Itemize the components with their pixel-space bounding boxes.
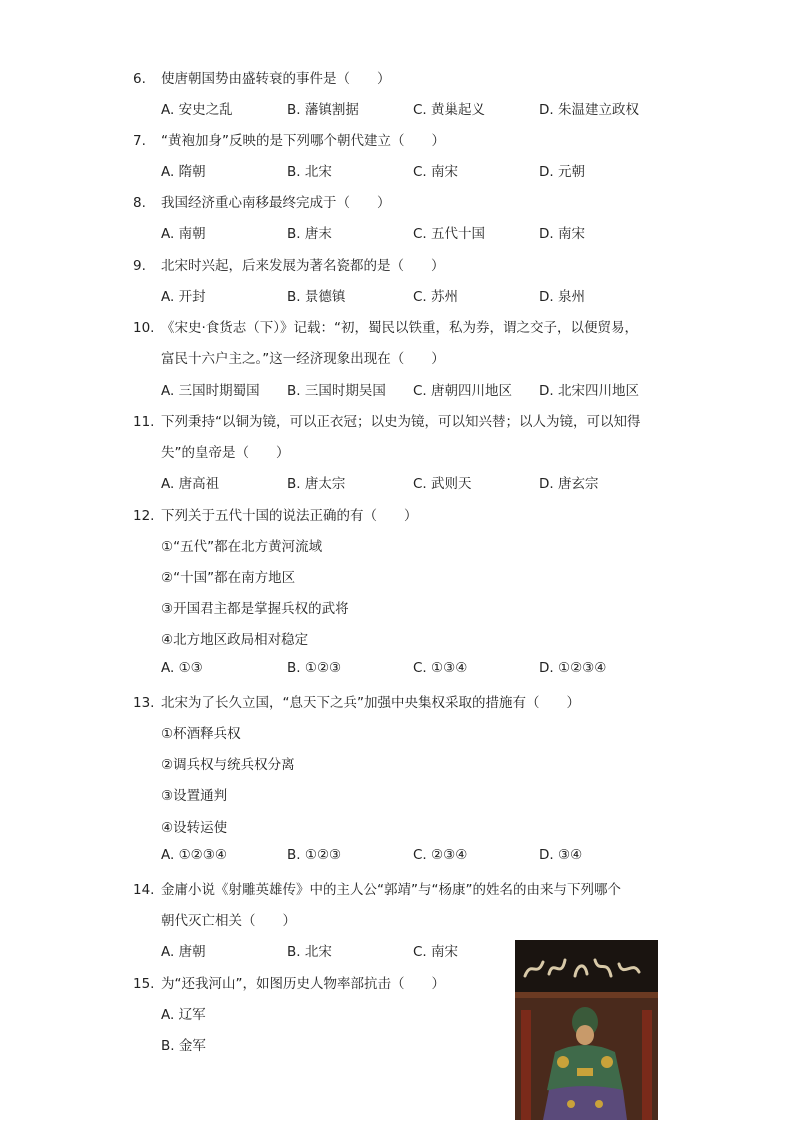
option-d: D. 泉州 bbox=[539, 289, 585, 305]
skirt-ornament-2 bbox=[595, 1100, 603, 1108]
question-number: 6. bbox=[133, 71, 146, 87]
statement-2: ②调兵权与统兵权分离 bbox=[161, 757, 295, 773]
belt-buckle bbox=[577, 1068, 593, 1076]
question-number: 13. bbox=[133, 695, 155, 711]
option-b: B. 藩镇割据 bbox=[287, 102, 359, 118]
statement-3: ③开国君主都是掌握兵权的武将 bbox=[161, 601, 349, 617]
option-b: B. 北宋 bbox=[287, 944, 332, 960]
option-d: D. 南宋 bbox=[539, 226, 585, 242]
option-c: C. 苏州 bbox=[413, 289, 459, 305]
option-c: C. 南宋 bbox=[413, 944, 459, 960]
option-b: B. 唐太宗 bbox=[287, 476, 346, 492]
option-d: D. ①②③④ bbox=[539, 660, 607, 676]
question-stem-continued: 失”的皇帝是（ ） bbox=[161, 445, 290, 461]
option-d: D. 朱温建立政权 bbox=[539, 102, 639, 118]
question-6 bbox=[133, 67, 391, 87]
question-15 bbox=[133, 972, 445, 992]
option-c: C. 黄巢起义 bbox=[413, 102, 486, 118]
option-a: A. ①②③④ bbox=[161, 847, 227, 863]
statement-4: ④设转运使 bbox=[161, 820, 228, 836]
pillar-right bbox=[642, 1010, 652, 1120]
option-a: A. 三国时期蜀国 bbox=[161, 383, 260, 399]
option-b: B. 三国时期吴国 bbox=[287, 383, 386, 399]
question-stem-continued: 朝代灭亡相关（ ） bbox=[161, 913, 296, 929]
option-c: C. 五代十国 bbox=[413, 226, 486, 242]
option-c: C. ①③④ bbox=[413, 660, 468, 676]
option-a: A. 唐高祖 bbox=[161, 476, 220, 492]
statement-1: ①“五代”都在北方黄河流域 bbox=[161, 539, 323, 555]
question-number: 7. bbox=[133, 133, 146, 149]
option-a: A. 隋朝 bbox=[161, 164, 206, 180]
option-b: B. ①②③ bbox=[287, 660, 342, 676]
statue-face bbox=[576, 1025, 594, 1045]
option-a: A. 开封 bbox=[161, 289, 206, 305]
option-d: D. 元朝 bbox=[539, 164, 585, 180]
statement-3: ③设置通判 bbox=[161, 788, 228, 804]
skirt-ornament-1 bbox=[567, 1100, 575, 1108]
question-stem: 《宋史·食货志（下）》记载：“初，蜀民以铁重，私为券，谓之交子，以便贸易， bbox=[161, 320, 639, 336]
option-c: C. 唐朝四川地区 bbox=[413, 383, 513, 399]
armor-skirt bbox=[543, 1086, 627, 1120]
question-8 bbox=[133, 191, 391, 211]
option-b: B. 景德镇 bbox=[287, 289, 346, 305]
question-14 bbox=[133, 878, 621, 898]
option-b: B. ①②③ bbox=[287, 847, 342, 863]
question-stem: 金庸小说《射雕英雄传》中的主人公“郭靖”与“杨康”的姓名的由来与下列哪个 bbox=[161, 882, 621, 898]
option-a: A. ①③ bbox=[161, 660, 203, 676]
historical-figure-photo bbox=[515, 940, 658, 1120]
option-b: B. 金军 bbox=[161, 1038, 206, 1054]
option-c: C. ②③④ bbox=[413, 847, 468, 863]
option-b: B. 北宋 bbox=[287, 164, 332, 180]
statement-1: ①杯酒释兵权 bbox=[161, 726, 241, 742]
option-a: A. 安史之乱 bbox=[161, 102, 233, 118]
question-number: 12. bbox=[133, 508, 155, 524]
option-d: D. 北宋四川地区 bbox=[539, 383, 639, 399]
question-stem: 北宋时兴起，后来发展为著名瓷都的是（ ） bbox=[161, 258, 445, 274]
question-stem-continued: 富民十六户主之。”这一经济现象出现在（ ） bbox=[161, 351, 445, 367]
option-a: A. 南朝 bbox=[161, 226, 206, 242]
question-10 bbox=[133, 316, 638, 336]
question-stem: 北宋为了长久立国，“息天下之兵”加强中央集权采取的措施有（ ） bbox=[161, 695, 580, 711]
question-stem: “黄袍加身”反映的是下列哪个朝代建立（ ） bbox=[161, 133, 445, 149]
armor-ornament-right bbox=[601, 1056, 613, 1068]
question-number: 14. bbox=[133, 882, 155, 898]
statement-2: ②“十国”都在南方地区 bbox=[161, 570, 296, 586]
question-number: 15. bbox=[133, 976, 155, 992]
option-a: A. 辽军 bbox=[161, 1007, 206, 1023]
question-7 bbox=[133, 129, 445, 149]
question-stem: 使唐朝国势由盛转衰的事件是（ ） bbox=[161, 71, 391, 87]
option-d: D. 唐玄宗 bbox=[539, 476, 599, 492]
pillar-left bbox=[521, 1010, 531, 1120]
question-number: 11. bbox=[133, 414, 155, 430]
question-number: 8. bbox=[133, 195, 146, 211]
question-13 bbox=[133, 691, 580, 711]
calligraphy-plaque bbox=[515, 940, 658, 992]
question-stem: 下列秉持“以铜为镜，可以正衣冠；以史为镜，可以知兴替；以人为镜，可以知得 bbox=[161, 414, 641, 430]
option-d: D. ③④ bbox=[539, 847, 583, 863]
armor-ornament-left bbox=[557, 1056, 569, 1068]
question-number: 9. bbox=[133, 258, 146, 274]
question-11 bbox=[133, 410, 641, 430]
question-9 bbox=[133, 254, 445, 274]
question-stem: 下列关于五代十国的说法正确的有（ ） bbox=[161, 508, 418, 524]
option-a: A. 唐朝 bbox=[161, 944, 206, 960]
question-stem: 我国经济重心南移最终完成于（ ） bbox=[161, 195, 391, 211]
plaque-border bbox=[515, 992, 658, 998]
question-stem: 为“还我河山”，如图历史人物率部抗击（ ） bbox=[161, 976, 445, 992]
question-12 bbox=[133, 504, 418, 524]
statue-illustration bbox=[515, 940, 658, 1120]
option-b: B. 唐末 bbox=[287, 226, 332, 242]
statement-4: ④北方地区政局相对稳定 bbox=[161, 632, 309, 648]
option-c: C. 武则天 bbox=[413, 476, 472, 492]
option-c: C. 南宋 bbox=[413, 164, 459, 180]
question-number: 10. bbox=[133, 320, 155, 336]
